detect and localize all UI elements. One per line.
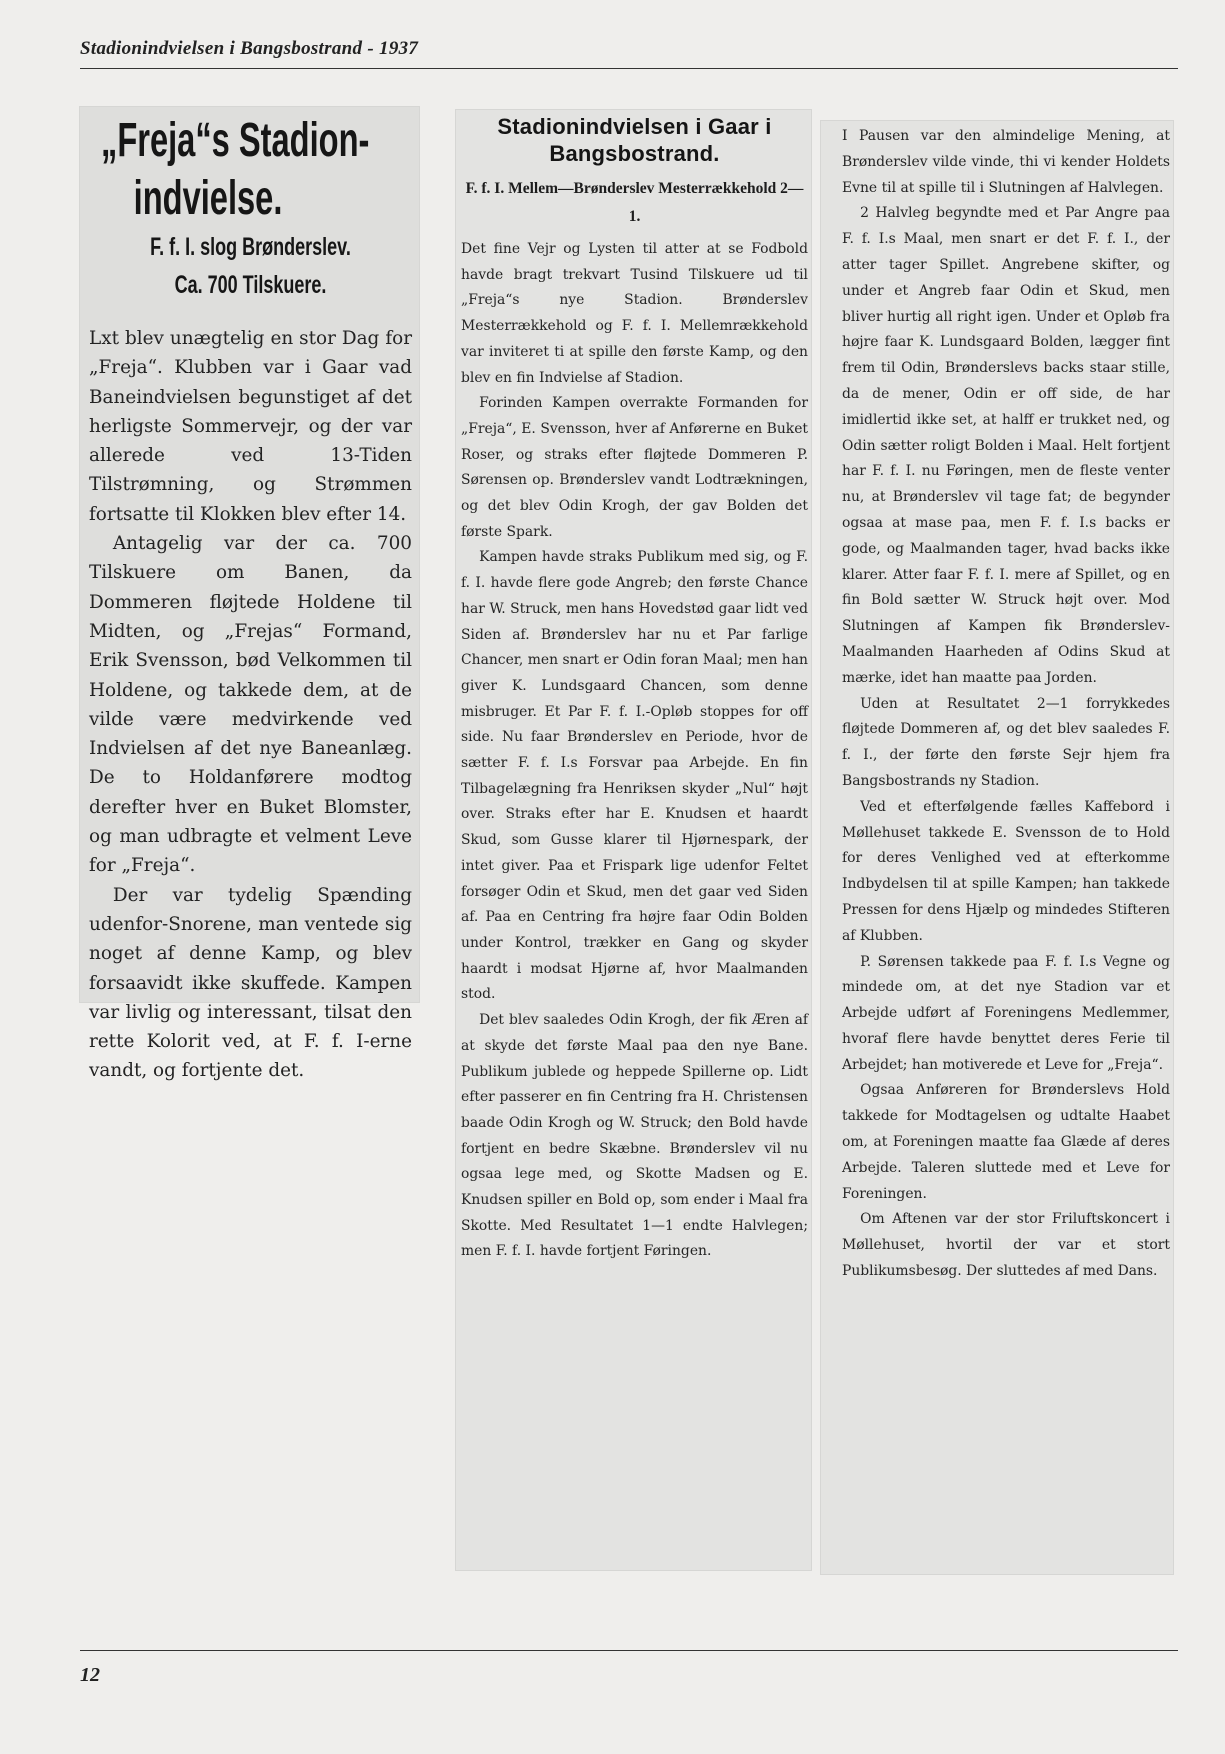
paragraph: Der var tydelig Spænding udenfor-Snorene, man ventede sig noget af denne Kamp, og blev forsaavidt ikke skuffede. Kampen var livlig og interessant, tilsat den rette Kolorit ved, at F. f. I-erne vandt, og fortjente det. <box>89 884 412 1082</box>
clipping-middle <box>455 109 812 1571</box>
paragraph: Uden at Resultatet 2—1 forrykkedes fløjtede Dommeren af, og det blev saaledes F. f. I., der førte den første Sejr hjem fra Bangsbostrands ny Stadion. <box>842 695 1170 789</box>
footer-rule <box>80 1650 1178 1651</box>
paragraph: I Pausen var den almindelige Mening, at Brønderslev vilde vinde, thi vi kender Holdets Evne til at spille til i Slutningen af Halvlegen. <box>842 128 1170 196</box>
paragraph: Forinden Kampen overrakte Formanden for „Freja“, E. Svensson, hver af Anførerne en Buket Roser, og straks efter fløjtede Dommeren P. Sørensen op. Brønderslev vandt Lodtrækningen, og det blev Odin Krogh, der gav Bolden det første Spark. <box>461 395 808 540</box>
paragraph: Antagelig var der ca. 700 Tilskuere om Banen, da Dommeren fløjtede Holdene til Midten, og „Frejas“ Formand, Erik Svensson, bød Velkommen til Holdene, og takkede dem, at de vilde være medvirkende ved Indvielsen af det nye Baneanlæg. De to Holdanførere modtog derefter hver en Buket Blomster, og man udbragte et velment Leve for „Freja“. <box>89 533 412 877</box>
paragraph: Det fine Vejr og Lysten til atter at se Fodbold havde bragt trekvart Tusind Tilskuere ud til „Freja“s nye Stadion. Brønderslev Mesterrækkehold og F. f. I. Mellemrækkehold var inviteret ti at spille den første Kamp, og den blev en fin Indvielse af Stadion. <box>461 241 808 386</box>
clipping-left <box>79 106 420 1082</box>
subhead-result: F. f. I. slog Brønderslev. <box>150 233 351 261</box>
paragraph: P. Sørensen takkede paa F. f. I.s Vegne og mindede om, at det nye Stadion var et Arbejde udført af Foreningens Medlemmer, hvoraf flere havde benyttet deres Ferie til Arbejdet; han motiverede et Leve for „Freja“. <box>842 953 1170 1073</box>
page-number: 12 <box>80 1664 100 1686</box>
header-rule <box>80 68 1178 69</box>
headline: Stadionindvielsen i Gaar i Bangsbostrand. <box>497 114 772 166</box>
clipping-right <box>820 120 1174 1575</box>
paragraph: Lxt blev unægtelig en stor Dag for „Freja“. Klubben var i Gaar vad Baneindvielsen begunstiget af det herligste Sommervejr, og der var allerede ved 13-Tiden Tilstrømning, og Strømmen fortsatte til Klokken blev efter 14. <box>89 328 412 525</box>
paragraph: Ogsaa Anføreren for Brønderslevs Hold takkede for Modtagelsen og udtalte Haabet om, at Foreningen maatte faa Glæde af deres Arbejde. Taleren sluttede med et Leve for Foreningen. <box>842 1082 1170 1202</box>
article-body <box>89 324 412 1086</box>
subhead: F. f. I. Mellem—Brønderslev Mesterrækkehold 2—1. <box>465 180 804 225</box>
running-title: Stadionindvielsen i Bangsbostrand - 1937 <box>80 38 419 59</box>
headline <box>101 112 424 228</box>
paragraph: Om Aftenen var der stor Friluftskoncert i Møllehuset, hvortil der var et stort Publikumsbesøg. Der sluttedes af med Dans. <box>842 1211 1170 1280</box>
paragraph: Det blev saaledes Odin Krogh, der fik Æren af at skyde det første Maal paa den nye Bane. Publikum jublede og heppede Spillerne op. Lidt efter passerer en fin Centring fra H. Christensen baade Odin Krogh og W. Struck; den Bold havde fortjent en bedre Skæbne. Brønderslev vil nu ogsaa lege med, og Skotte Madsen og E. Knudsen spiller en Bold op, som ender i Maal fra Skotte. Med Resultatet 1—1 endte Halvlegen; men F. f. I. havde fortjent Føringen. <box>461 1012 808 1260</box>
article-body <box>461 237 808 1265</box>
headline-line-1: „Freja“s Stadion- <box>101 114 370 167</box>
paragraph: 2 Halvleg begyndte med et Par Angre paa F. f. I.s Maal, men snart er det F. f. I., der atter tager Spillet. Angrebene skifter, og under et Angreb faar Odin et Skud, men bliver hurtig all right igen. Under et Opløb fra højre faar K. Lundsgaard Bolden, lægger fint frem til Odin, Brønderslevs backs staar stille, da de mener, Odin er off side, de har imidlertid ikke set, at halff er trukket ned, og Odin sætter roligt Bolden i Maal. Helt fortjent har F. f. I. nu Føringen, men de fleste venter nu, at Brønderslev vil tage fat; de begynder ogsaa at mase paa, men F. f. I.s backs er gode, og Maalmanden tager, hvad backs ikke klarer. Atter faar F. f. I. mere af Spillet, og en fin Bold sætter W. Struck højt over. Mod Slutningen af Kampen fik Brønderslev-Maalmanden Haarheden af Odins Skud at mærke, idet han maatte paa Jorden. <box>842 205 1170 686</box>
paragraph: Ved et efterfølgende fælles Kaffebord i Møllehuset takkede E. Svensson de to Hold for deres Venlighed ved at efterkomme Indbydelsen til at spille Kampen; han takkede Pressen for dens Hjælp og mindedes Stifteren af Klubben. <box>842 798 1170 944</box>
paragraph: Kampen havde straks Publikum med sig, og F. f. I. havde flere gode Angreb; den første Chance har W. Struck, men hans Hovedstød gaar lidt ved Siden af. Brønderslev har nu et Par farlige Chancer, men snart er Odin foran Maal; men han giver K. Lundsgaard Chancen, som denne misbruger. Et Par F. f. I.-Opløb stoppes for off side. Nu faar Brønderslev en Periode, hvor de sætter F. f. I.s Forsvar paa Arbejde. En fin Tilbagelægning fra Henriksen skyder „Nul“ højt over. Straks efter har E. Knudsen et haardt Skud, som Gusse klarer til Hjørnespark, der intet giver. Paa et Frispark lige udenfor Feltet forsøger Odin et Skud, men det gaar ved Siden af. Paa en Centring fra højre faar Odin Bolden under Kontrol, trækker en Gang og skyder haardt i modsat Hjørne af, hvor Maalmanden stod. <box>461 549 808 1003</box>
subhead-attendance: Ca. 700 Tilskuere. <box>174 271 327 299</box>
headline-line-2: indvielse. <box>133 172 283 225</box>
article-body <box>842 124 1170 1285</box>
